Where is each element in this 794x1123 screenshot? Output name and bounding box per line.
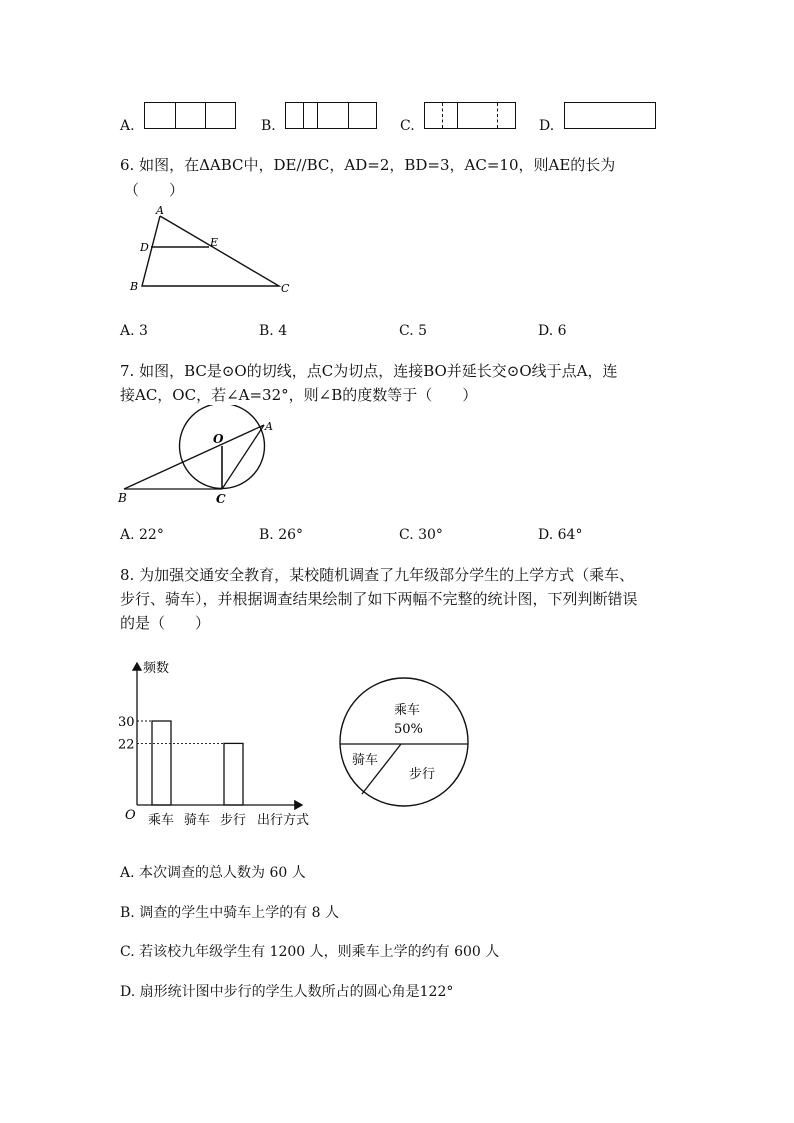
q6-label-a: A [156,204,164,217]
q6-stem-line1: 6. 如图，在ΔABC中，DE//BC，AD=2，BD=3，AC=10，则AE的长为 [120,156,616,174]
q5-option-a-figure [144,102,236,129]
q7-circle-figure [114,405,284,513]
q8-bar-chart [112,655,327,835]
pie-slice-car-label: 乘车 [394,703,421,718]
q7-label-o: O [213,432,224,446]
q7-label-c: C [216,492,226,506]
q6-label-e: E [210,236,219,249]
q8-stem-line2: 步行、骑车），并根据调查结果绘制了如下两幅不完整的统计图，下列判断错误 [120,590,638,608]
q6-label-b: B [130,280,139,293]
q7-choice-b[interactable]: B. 26° [259,527,304,543]
q5-option-a-label: A. [120,118,135,134]
x-tick-label: 乘车 [148,813,175,828]
q5-option-d-label: D. [539,118,555,134]
y-tick-label: 22 [118,737,135,753]
x-tick-label: 步行 [220,813,247,828]
q8-choice-c[interactable]: C. 若该校九年级学生有 1200 人，则乘车上学的约有 600 人 [120,944,500,960]
q8-stem-line1: 8. 为加强交通安全教育，某校随机调查了九年级部分学生的上学方式（乘车、 [120,566,635,584]
pie-slice-car-pct: 50% [394,722,423,737]
q6-label-c: C [281,282,290,295]
q6-choice-a[interactable]: A. 3 [120,323,148,339]
q6-choice-d[interactable]: D. 6 [538,323,567,339]
x-axis-label: 出行方式 [257,813,310,828]
q8-pie-chart [338,672,478,812]
origin-label: O [125,808,136,823]
pie-slice-bike-label: 骑车 [352,753,379,768]
q6-stem-line2: （ ） [124,181,185,199]
q8-stem-line3: 的是（ ） [120,614,211,632]
pie-slice-walk-label: 步行 [409,767,436,782]
q7-label-b: B [118,491,127,505]
x-tick-label: 骑车 [184,813,211,828]
q6-label-d: D [140,241,149,254]
pie-divider-bike-walk [362,744,401,794]
q6-choice-b[interactable]: B. 4 [259,323,288,339]
y-axis-label: 频数 [143,661,170,676]
q7-choice-c[interactable]: C. 30° [399,527,443,543]
q8-choice-a[interactable]: A. 本次调查的总人数为 60 人 [120,865,306,881]
q7-choice-d[interactable]: D. 64° [538,527,583,543]
q6-triangle-figure [125,202,300,298]
q8-choice-b[interactable]: B. 调查的学生中骑车上学的有 8 人 [120,905,339,921]
y-tick-label: 30 [118,715,135,730]
q5-option-b-label: B. [261,118,276,134]
q7-stem-line2: 接AC，OC，若∠A=32°，则∠B的度数等于（ ） [120,386,478,404]
q7-stem-line1: 7. 如图，BC是⊙O的切线，点C为切点，连接BO并延长交⊙O线于点A，连 [120,362,618,380]
q7-label-a: A [265,420,273,433]
q7-choice-a[interactable]: A. 22° [120,527,164,543]
pie-circle [340,678,468,806]
q5-option-b-figure [285,102,377,129]
bar [224,743,243,805]
q6-choice-c[interactable]: C. 5 [399,323,428,339]
q6-triangle-abc [142,216,279,286]
q5-option-c-label: C. [400,118,415,134]
q8-choice-d[interactable]: D. 扇形统计图中步行的学生人数所占的圆心角是122° [120,984,454,1000]
q5-option-c-figure [424,102,516,129]
q5-option-d-figure [564,102,656,129]
bar [152,721,171,805]
